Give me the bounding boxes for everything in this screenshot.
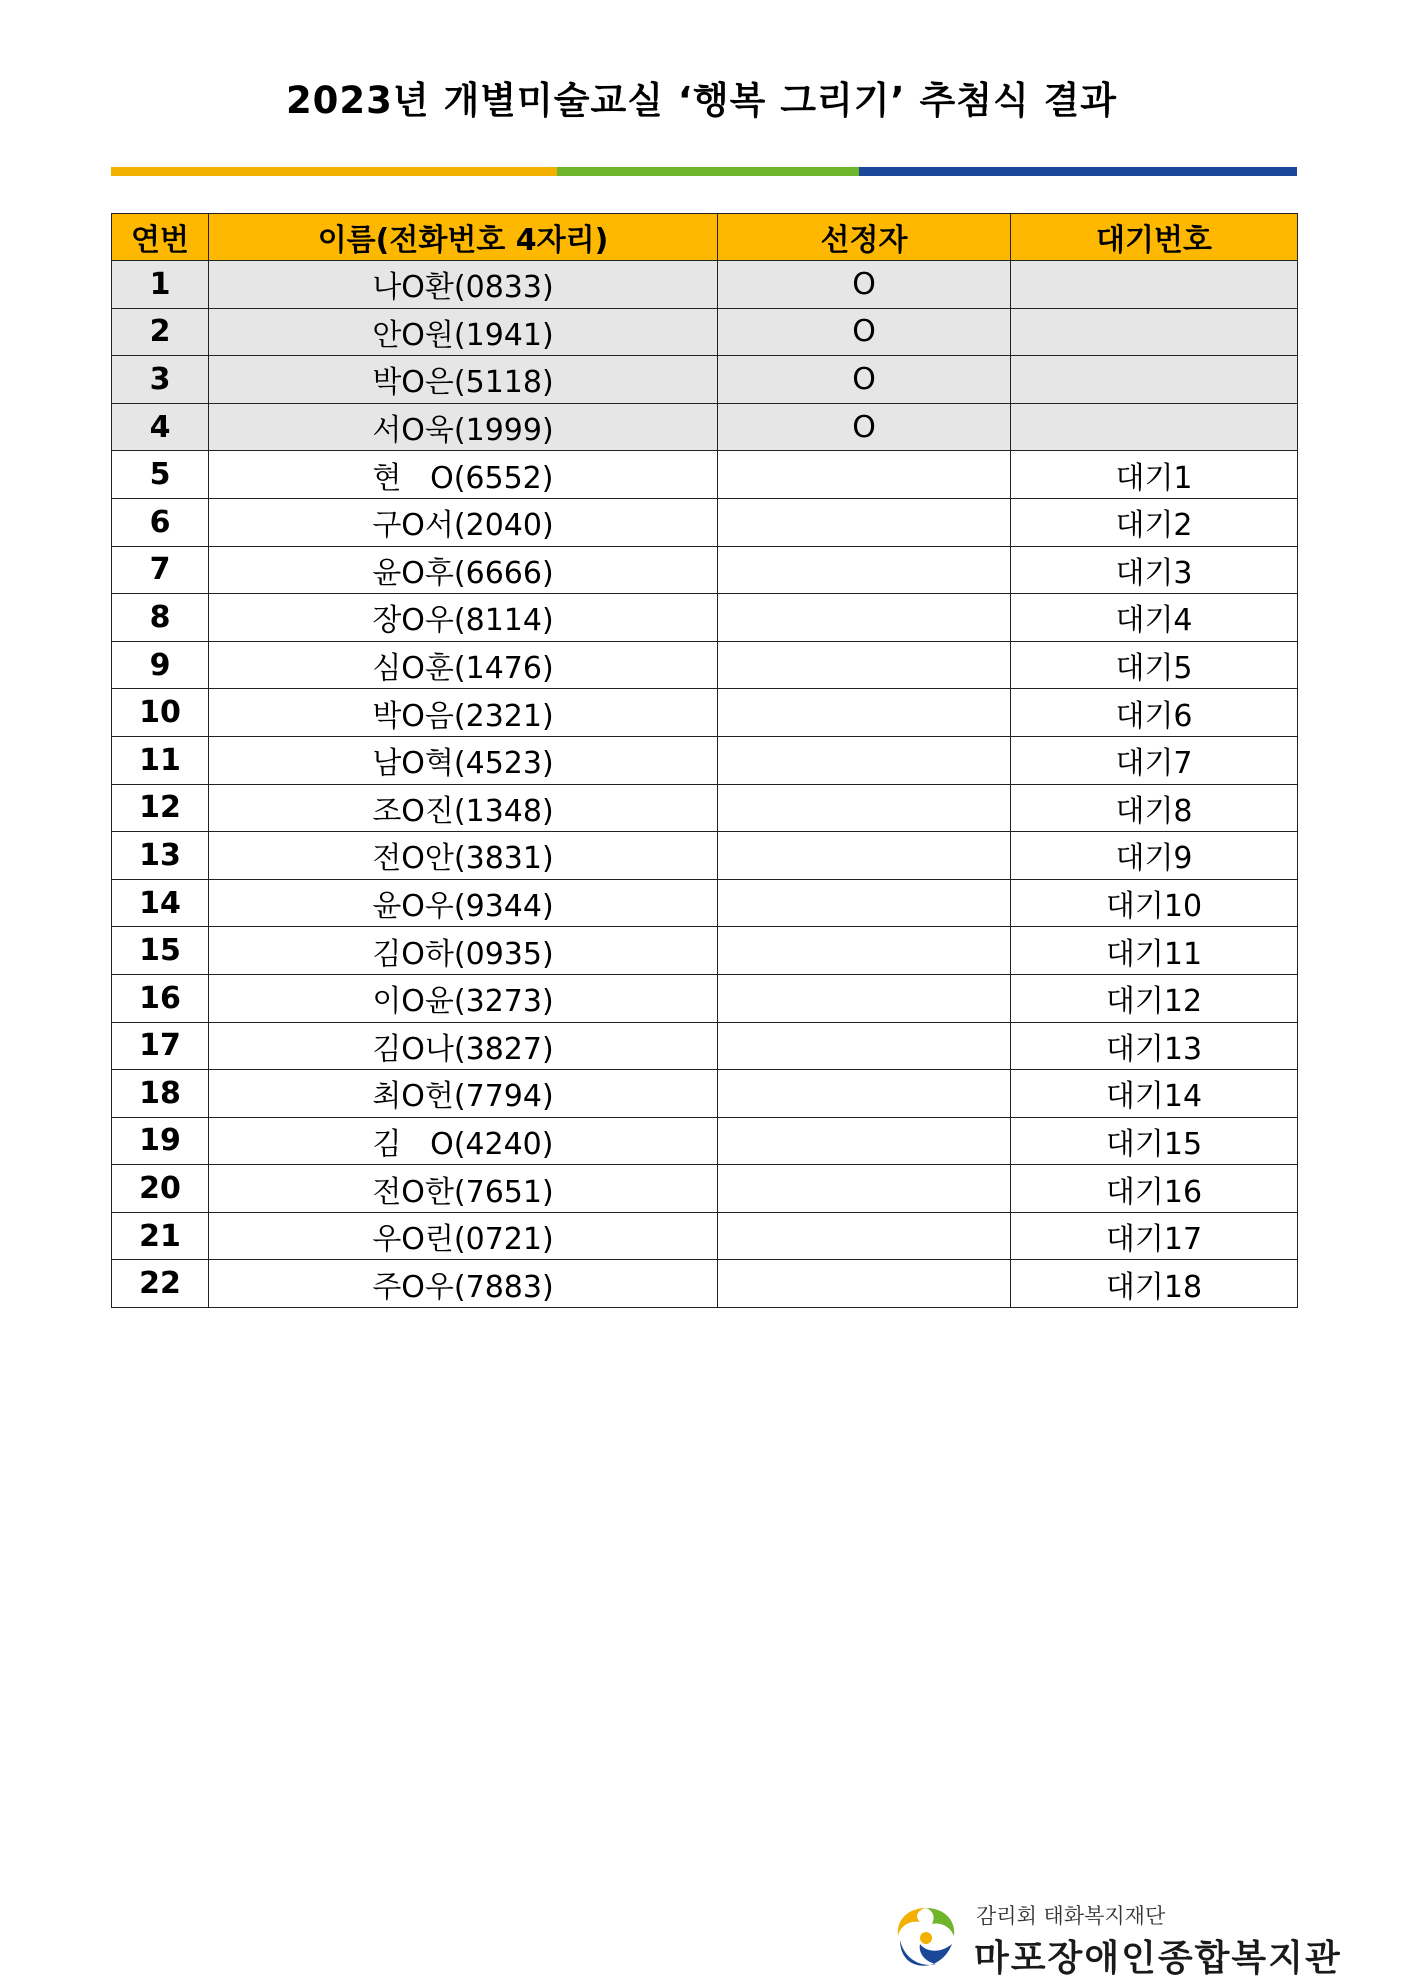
header-selected: 선정자 [718,214,1011,261]
row-number-cell: 4 [112,403,209,451]
row-name-cell: 심O훈(1476) [209,641,718,689]
row-waitlist-cell [1011,308,1298,356]
row-waitlist-cell [1011,356,1298,404]
header-number: 연번 [112,214,209,261]
org-name: 마포장애인종합복지관 [974,1937,1342,1979]
table-row [112,1070,1298,1118]
table-row [112,974,1298,1022]
table-row [112,879,1298,927]
row-number-cell: 8 [112,594,209,642]
row-selected-cell [718,1022,1011,1070]
table-header-row [112,214,1298,261]
table-row [112,498,1298,546]
row-number-cell: 1 [112,261,209,309]
table-row [112,1022,1298,1070]
row-waitlist-cell: 대기7 [1011,736,1298,784]
row-number-cell: 20 [112,1165,209,1213]
row-number-cell: 11 [112,736,209,784]
row-number-cell: 14 [112,879,209,927]
row-waitlist-cell: 대기12 [1011,974,1298,1022]
page-title: 2023년 개별미술교실 ‘행복 그리기’ 추첨식 결과 [285,79,1118,122]
row-selected-cell [718,736,1011,784]
row-number-cell: 7 [112,546,209,594]
row-selected-cell [718,1070,1011,1118]
row-selected-cell [718,451,1011,499]
swirl-logo-icon [890,1900,962,1972]
row-number-cell: 12 [112,784,209,832]
row-name-cell: 서O욱(1999) [209,403,718,451]
divider-green-segment [557,167,859,176]
row-selected-cell [718,689,1011,737]
row-waitlist-cell: 대기8 [1011,784,1298,832]
row-waitlist-cell: 대기15 [1011,1117,1298,1165]
row-number-cell: 9 [112,641,209,689]
row-waitlist-cell: 대기9 [1011,832,1298,880]
table-row [112,594,1298,642]
row-selected-cell: O [718,261,1011,309]
table-row [112,1117,1298,1165]
row-selected-cell [718,832,1011,880]
row-name-cell: 박O음(2321) [209,689,718,737]
row-number-cell: 2 [112,308,209,356]
row-selected-cell: O [718,356,1011,404]
table-row [112,689,1298,737]
row-selected-cell [718,1117,1011,1165]
row-selected-cell [718,546,1011,594]
row-name-cell: 장O우(8114) [209,594,718,642]
row-selected-cell: O [718,403,1011,451]
row-name-cell: 남O혁(4523) [209,736,718,784]
row-waitlist-cell: 대기5 [1011,641,1298,689]
divider-yellow-segment [111,167,557,176]
table-row [112,403,1298,451]
table-row [112,641,1298,689]
row-selected-cell [718,784,1011,832]
table-row [112,832,1298,880]
table-row [112,1260,1298,1308]
row-selected-cell [718,1260,1011,1308]
lottery-results-table [111,213,1298,1308]
row-waitlist-cell: 대기3 [1011,546,1298,594]
row-number-cell: 10 [112,689,209,737]
row-name-cell: 최O헌(7794) [209,1070,718,1118]
row-waitlist-cell: 대기11 [1011,927,1298,975]
row-waitlist-cell: 대기4 [1011,594,1298,642]
table-row [112,261,1298,309]
row-name-cell: 김 O(4240) [209,1117,718,1165]
row-waitlist-cell: 대기18 [1011,1260,1298,1308]
table-row [112,546,1298,594]
row-name-cell: 윤O후(6666) [209,546,718,594]
table-row [112,356,1298,404]
row-name-cell: 박O은(5118) [209,356,718,404]
header-name-phone: 이름(전화번호 4자리) [209,214,718,261]
org-subtitle: 감리회 태화복지재단 [976,1904,1166,1928]
row-number-cell: 17 [112,1022,209,1070]
row-selected-cell [718,1212,1011,1260]
row-number-cell: 5 [112,451,209,499]
row-name-cell: 조O진(1348) [209,784,718,832]
row-selected-cell [718,879,1011,927]
row-waitlist-cell: 대기1 [1011,451,1298,499]
row-number-cell: 22 [112,1260,209,1308]
row-waitlist-cell: 대기13 [1011,1022,1298,1070]
header-waitlist: 대기번호 [1011,214,1298,261]
row-waitlist-cell [1011,403,1298,451]
row-waitlist-cell: 대기10 [1011,879,1298,927]
table-row [112,308,1298,356]
row-name-cell: 구O서(2040) [209,498,718,546]
table-row [112,1212,1298,1260]
table-row [112,927,1298,975]
row-number-cell: 6 [112,498,209,546]
row-number-cell: 21 [112,1212,209,1260]
row-waitlist-cell: 대기16 [1011,1165,1298,1213]
row-waitlist-cell: 대기17 [1011,1212,1298,1260]
row-name-cell: 이O윤(3273) [209,974,718,1022]
row-name-cell: 김O하(0935) [209,927,718,975]
row-number-cell: 18 [112,1070,209,1118]
row-number-cell: 19 [112,1117,209,1165]
row-name-cell: 나O환(0833) [209,261,718,309]
row-name-cell: 김O나(3827) [209,1022,718,1070]
row-number-cell: 15 [112,927,209,975]
title-divider [111,167,1297,176]
row-selected-cell: O [718,308,1011,356]
row-number-cell: 13 [112,832,209,880]
row-waitlist-cell: 대기14 [1011,1070,1298,1118]
row-name-cell: 현 O(6552) [209,451,718,499]
row-selected-cell [718,974,1011,1022]
divider-blue-segment [859,167,1297,176]
footer-organization [890,1898,1350,1978]
row-waitlist-cell: 대기2 [1011,498,1298,546]
row-selected-cell [718,594,1011,642]
row-name-cell: 윤O우(9344) [209,879,718,927]
row-name-cell: 전O안(3831) [209,832,718,880]
row-name-cell: 주O우(7883) [209,1260,718,1308]
row-selected-cell [718,1165,1011,1213]
row-name-cell: 안O원(1941) [209,308,718,356]
table-row [112,736,1298,784]
table-row [112,784,1298,832]
row-selected-cell [718,927,1011,975]
row-selected-cell [718,641,1011,689]
row-name-cell: 우O린(0721) [209,1212,718,1260]
row-name-cell: 전O한(7651) [209,1165,718,1213]
row-selected-cell [718,498,1011,546]
row-number-cell: 3 [112,356,209,404]
table-row [112,451,1298,499]
row-waitlist-cell [1011,261,1298,309]
row-waitlist-cell: 대기6 [1011,689,1298,737]
table-row [112,1165,1298,1213]
table-body [112,261,1298,1308]
row-number-cell: 16 [112,974,209,1022]
